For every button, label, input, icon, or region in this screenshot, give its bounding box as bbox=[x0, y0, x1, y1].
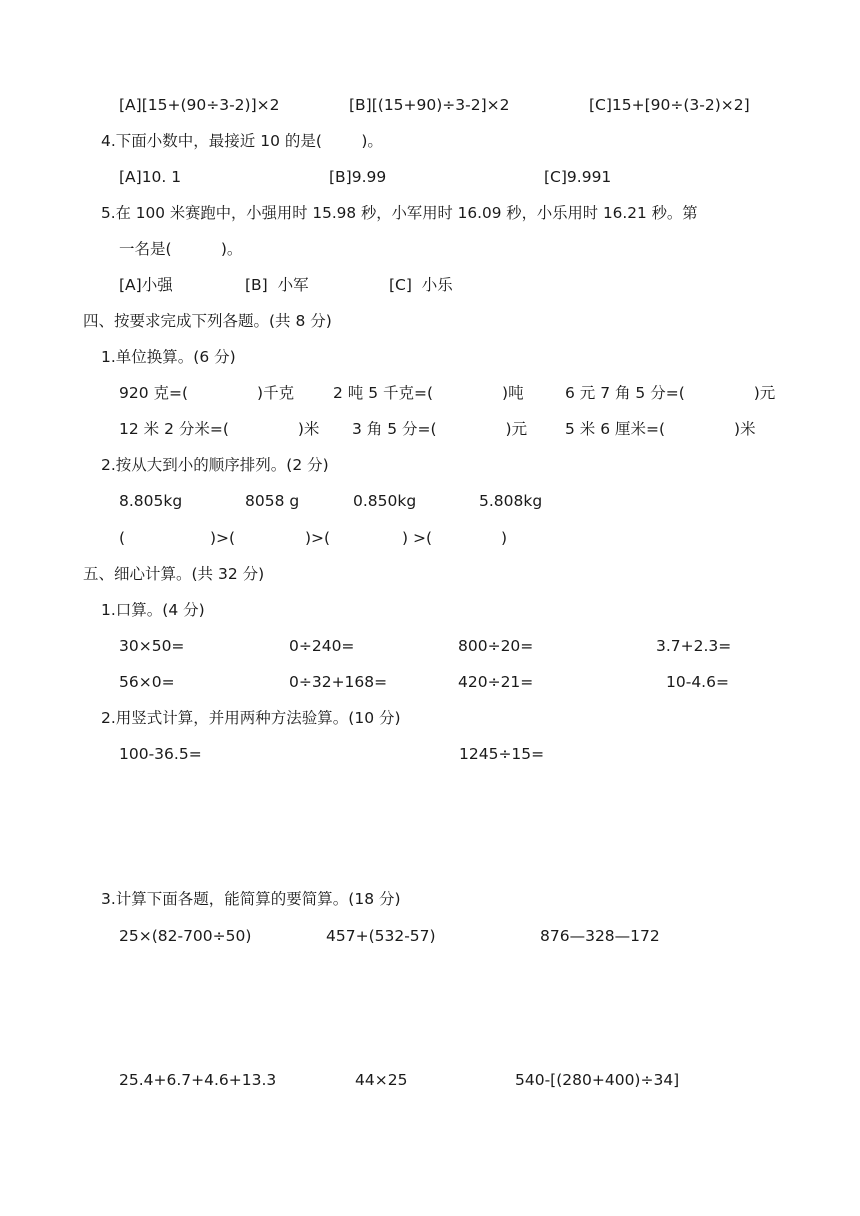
mass-value: 8.805kg bbox=[119, 492, 183, 510]
order-blank: ( bbox=[119, 529, 126, 547]
simplify-calc-item: 540-[(280+400)÷34] bbox=[515, 1071, 680, 1089]
order-blank: ) bbox=[501, 529, 508, 547]
section5-title: 五、细心计算。(共 32 分) bbox=[83, 565, 265, 583]
order-blank: ) >( bbox=[402, 529, 433, 547]
q5-stem-line1: 5.在 100 米赛跑中，小强用时 15.98 秒，小军用时 16.09 秒，小乐用时 16.21 秒。第 bbox=[101, 204, 698, 222]
q3-option-c: [C]15+[90÷(3-2)×2] bbox=[589, 96, 750, 114]
q4-option-a: [A]10. 1 bbox=[119, 168, 182, 186]
unit-conversion-item: 6 元 7 角 5 分=( )元 bbox=[565, 384, 776, 402]
q5-option-a: [A]小强 bbox=[119, 276, 173, 294]
unit-conversion-item: 3 角 5 分=( )元 bbox=[352, 420, 528, 438]
order-blank: )>( bbox=[305, 529, 331, 547]
q5-stem-line2: 一名是( )。 bbox=[119, 240, 243, 258]
mass-value: 5.808kg bbox=[479, 492, 543, 510]
vertical-calc-item: 100-36.5= bbox=[119, 745, 202, 763]
mental-calc-item: 3.7+2.3= bbox=[656, 637, 732, 655]
section5-part1-title: 1.口算。(4 分) bbox=[101, 601, 205, 619]
section4-title: 四、按要求完成下列各题。(共 8 分) bbox=[83, 312, 332, 330]
mental-calc-item: 420÷21= bbox=[458, 673, 534, 691]
simplify-calc-item: 44×25 bbox=[355, 1071, 408, 1089]
mental-calc-item: 800÷20= bbox=[458, 637, 534, 655]
section5-part3-title: 3.计算下面各题，能简算的要简算。(18 分) bbox=[101, 890, 401, 908]
section5-part2-title: 2.用竖式计算，并用两种方法验算。(10 分) bbox=[101, 709, 401, 727]
mental-calc-item: 0÷240= bbox=[289, 637, 355, 655]
q5-option-c: [C] 小乐 bbox=[389, 276, 453, 294]
unit-conversion-item: 12 米 2 分米=( )米 bbox=[119, 420, 320, 438]
section4-part1-title: 1.单位换算。(6 分) bbox=[101, 348, 236, 366]
simplify-calc-item: 876—328—172 bbox=[540, 927, 660, 945]
simplify-calc-item: 25.4+6.7+4.6+13.3 bbox=[119, 1071, 277, 1089]
vertical-calc-item: 1245÷15= bbox=[459, 745, 545, 763]
unit-conversion-item: 5 米 6 厘米=( )米 bbox=[565, 420, 756, 438]
q3-option-b: [B][(15+90)÷3-2]×2 bbox=[349, 96, 510, 114]
simplify-calc-item: 25×(82-700÷50) bbox=[119, 927, 252, 945]
order-blank: )>( bbox=[210, 529, 236, 547]
unit-conversion-item: 920 克=( )千克 bbox=[119, 384, 295, 402]
simplify-calc-item: 457+(532-57) bbox=[326, 927, 436, 945]
mass-value: 0.850kg bbox=[353, 492, 417, 510]
q5-option-b: [B] 小军 bbox=[245, 276, 309, 294]
section4-part2-title: 2.按从大到小的顺序排列。(2 分) bbox=[101, 456, 329, 474]
mental-calc-item: 30×50= bbox=[119, 637, 185, 655]
mental-calc-item: 56×0= bbox=[119, 673, 175, 691]
q4-stem: 4.下面小数中，最接近 10 的是( )。 bbox=[101, 132, 383, 150]
unit-conversion-item: 2 吨 5 千克=( )吨 bbox=[333, 384, 524, 402]
q4-option-b: [B]9.99 bbox=[329, 168, 387, 186]
mental-calc-item: 10-4.6= bbox=[666, 673, 729, 691]
mass-value: 8058 g bbox=[245, 492, 300, 510]
q3-option-a: [A][15+(90÷3-2)]×2 bbox=[119, 96, 280, 114]
q4-option-c: [C]9.991 bbox=[544, 168, 612, 186]
mental-calc-item: 0÷32+168= bbox=[289, 673, 388, 691]
